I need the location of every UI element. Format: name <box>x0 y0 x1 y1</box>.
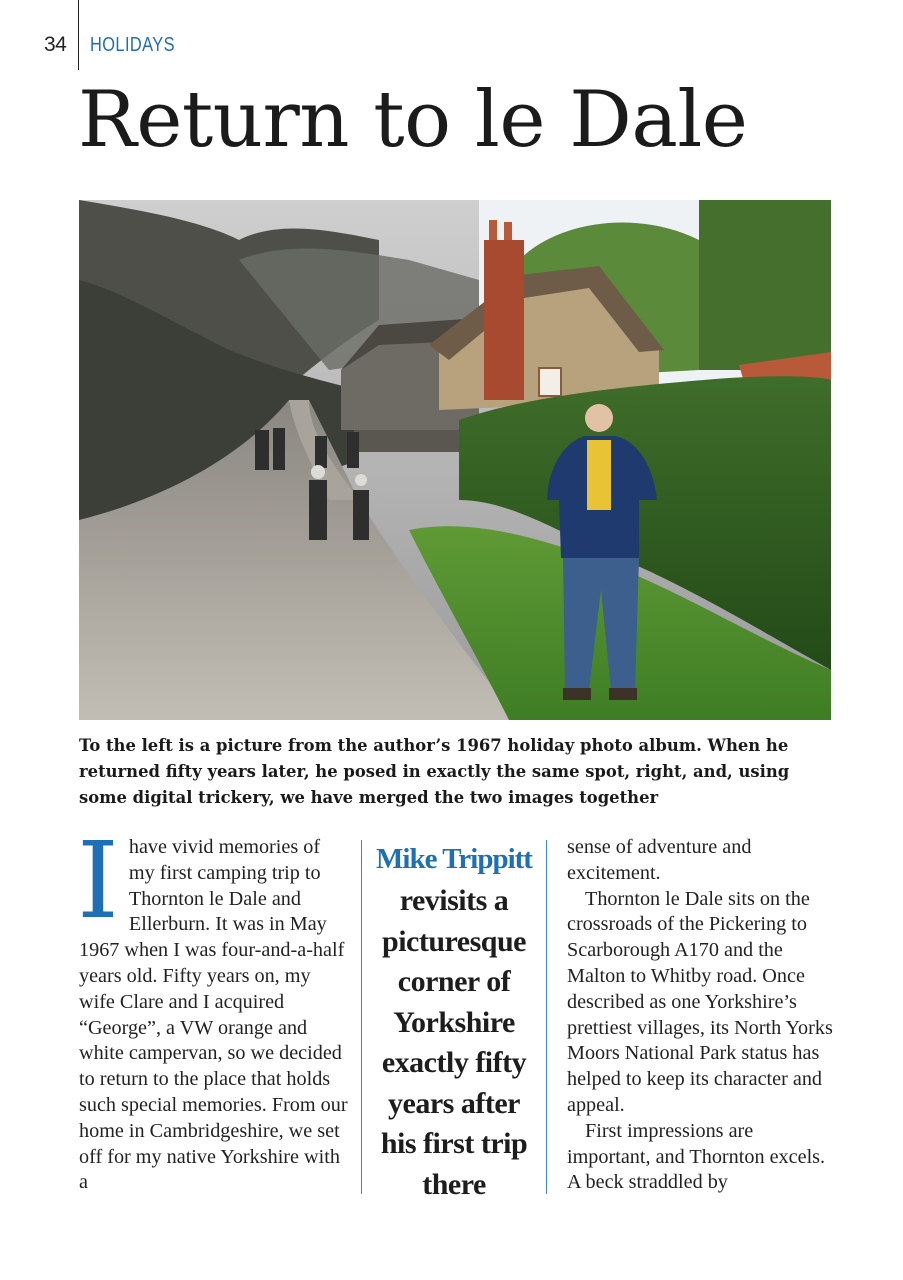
folio-divider <box>0 0 79 70</box>
pull-quote-author: Mike Trippitt <box>376 843 532 875</box>
opening-paragraph-text: have vivid memories of my first camping trip to Thornton le Dale and Ellerburn. It was in May 1967 when I was four-and-a-half years old. Fifty years on, my wife Clare and I acquired “George”, a VW orange and white campervan, so we decided to return to the place that holds such special memories. From our home in Cambridgeshire, we set off for my native Yorkshire with a <box>79 836 348 1194</box>
article-title: Return to le Dale <box>78 75 748 165</box>
article-photo <box>79 200 831 720</box>
pull-quote <box>361 840 547 1201</box>
photo-caption: To the left is a picture from the author’s 1967 holiday photo album. When he returned fifty years later, he posed in exactly the same spot, right, and, using some digital trickery, we have merged the two images together <box>79 736 790 807</box>
section-label: HOLIDAYS <box>90 34 176 56</box>
pull-quote-text: revisits a picturesque corner of Yorkshire exactly fifty years after his first trip there <box>380 884 528 1201</box>
paragraph: Thornton le Dale sits on the crossroads of the Pickering to Scarborough A170 and the Malton to Whitby road. Once described as one Yorkshire’s prettiest villages, its North Yorks Moors National Park status has helped to keep its character and appeal. <box>567 887 833 1116</box>
page-number: 34 <box>44 33 67 56</box>
paragraph: First impressions are important, and Thornton excels. A beck straddled by <box>567 1119 826 1194</box>
body-column-right <box>567 835 839 1196</box>
opening-paragraph <box>77 819 349 1196</box>
paragraph: sense of adventure and excitement. <box>567 836 752 884</box>
drop-cap: I <box>77 819 119 942</box>
body-column-left <box>77 819 349 1196</box>
